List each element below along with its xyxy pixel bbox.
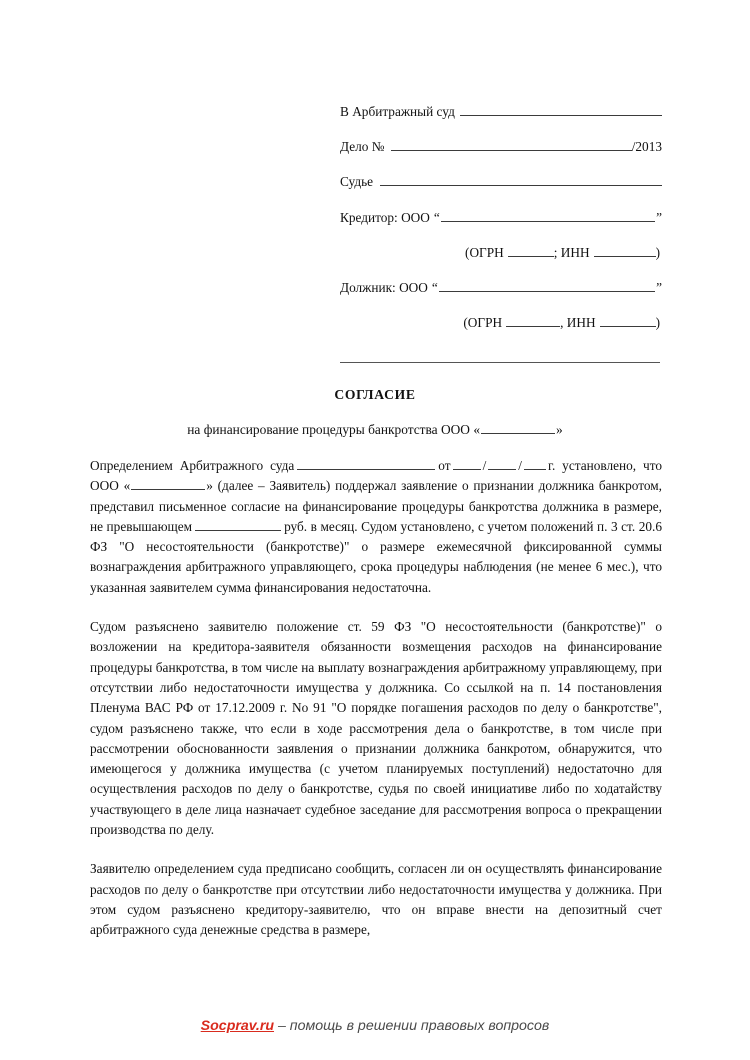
debtor-name-blank[interactable] [439,279,655,292]
debtor-quote-close: ” [656,280,662,296]
debtor-label: Должник: ООО [340,280,428,296]
p1-date-sep-2: / [518,458,522,473]
debtor-ogrn-blank[interactable] [506,315,560,328]
court-blank[interactable] [460,103,662,116]
page-title: СОГЛАСИЕ [334,387,416,402]
p1-segment-7: руб. в месяц. Судом установлено, с учетом положений п. 3 ст. 20.6 ФЗ "О несостоятельности (банкротстве)" о размере ежемесячной фиксированной суммы вознаграждения арбитражного управляющего, срока процедуры наблюдения (не менее 6 мес.), что указанная заявителем сумма финансирования недостаточна. [90,518,662,595]
p1-segment-6: » (далее – Заявитель) поддержал заявление о признании должника банкротом, представил письменное согласие на финансирование процедуры банкротства должника в размере, не превышающем [90,478,662,534]
ruling-blank[interactable] [297,457,435,470]
date-month-blank[interactable] [488,457,516,470]
case-number-label: Дело № [340,139,385,155]
case-number-row [340,138,662,155]
header-block [340,103,662,350]
creditor-quote-open: “ [433,209,440,225]
creditor-label: Кредитор: ООО [340,209,430,225]
case-year-suffix: /2013 [631,139,662,155]
creditor-name-blank[interactable] [441,209,655,222]
debtor-registration-close: ) [655,315,660,331]
debtor-ogrn-label: (ОГРН [463,315,503,331]
creditor-inn-blank[interactable] [594,244,656,257]
subtitle-company-blank[interactable] [481,421,555,434]
subtitle-text-before: на финансирование процедуры банкротства ООО « [187,421,481,437]
court-label: В Арбитражный суд [340,103,455,119]
debtor-quote-open: “ [431,280,438,296]
creditor-row [340,209,662,226]
creditor-quote-close: ” [656,209,662,225]
document-body [90,456,662,941]
debtor-inn-label: , ИНН [560,315,596,331]
creditor-registration-row [340,244,662,261]
subtitle-text-after: » [556,421,563,437]
creditor-registration-close: ) [655,244,660,260]
paragraph-2: Судом разъяснено заявителю положение ст. 59 ФЗ "О несостоятельности (банкротстве)" о возложении на кредитора-заявителя обязанности возмещения расходов на финансирование процедуры банкротства, в том числе на выплату вознаграждения арбитражному управляющему, при отсутствии либо недостаточности имущества у должника. Со ссылкой на п. 14 постановления Пленума ВАС РФ от 17.12.2009 г. No 91 "О порядке погашения расходов по делу о банкротстве", судом разъяснено также, что если в ходе рассмотрения дела о банкротстве, в том числе при рассмотрении обоснованности заявления о признании должника банкротом, обнаружится, что имеющегося у должника имущества (с учетом планируемых поступлений) недостаточно для осуществления расходов по делу о банкротстве, судья по своей инициативе либо по ходатайству участвующего в деле лица назначает судебное заседание для рассмотрения вопроса о прекращении производства по делу. [90,619,662,838]
paragraph-1 [90,456,662,598]
creditor-inn-label: ; ИНН [553,244,590,260]
court-row [340,103,662,120]
judge-row [340,174,662,191]
judge-label: Судье [340,174,374,190]
creditor-ogrn-blank[interactable] [508,244,554,257]
applicant-company-blank[interactable] [131,478,205,491]
case-number-blank[interactable] [391,138,631,151]
amount-blank[interactable] [195,518,281,531]
debtor-registration-row [340,315,662,332]
debtor-row [340,279,662,296]
date-year-blank[interactable] [524,457,546,470]
p1-date-sep-1: / [482,458,487,473]
site-name-link[interactable]: Socprav.ru [200,1018,275,1034]
creditor-ogrn-label: (ОГРН [465,244,504,260]
header-separator-rule [340,362,660,363]
page-subtitle [0,421,750,438]
p1-segment-5: г. установлено, что ООО « [90,458,662,494]
footer-watermark [0,1018,750,1034]
paragraph-3: Заявителю определением суда предписано сообщить, согласен ли он осуществлять финансирование расходов по делу о банкротстве при отсутствии либо недостаточности имущества у должника. При этом судом разъяснено кредитору-заявителю, что он вправе внести на депозитный счет арбитражного суда денежные средства в размере, [90,861,662,938]
debtor-inn-blank[interactable] [600,315,656,328]
judge-blank[interactable] [380,174,662,187]
p1-segment-2: от [438,458,451,473]
p1-segment-1: Определением Арбитражного суда [90,458,295,473]
footer-tagline: – помощь в решении правовых вопросов [274,1018,550,1034]
date-day-blank[interactable] [453,457,481,470]
